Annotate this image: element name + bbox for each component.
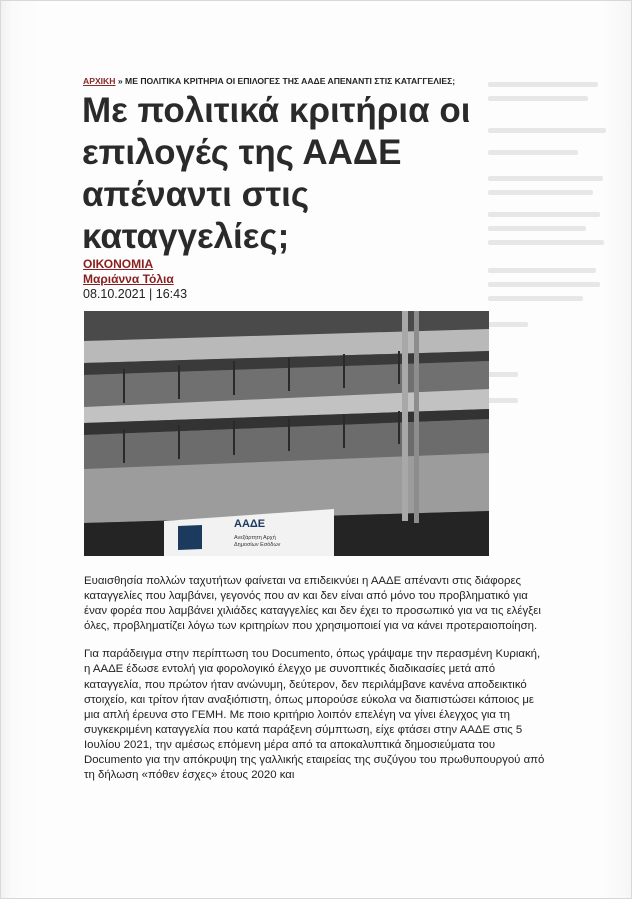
show-through-line [488, 282, 600, 287]
sign-line-1: Ανεξάρτητη Αρχή [234, 535, 276, 541]
author-link[interactable]: Μαριάννα Τόλια [83, 272, 174, 286]
show-through-line [488, 296, 583, 301]
show-through-line [488, 96, 588, 101]
article-title: Με πολιτικά κριτήρια οι επιλογές της ΑΑΔΕ απέναντι στις καταγγελίες; [82, 91, 471, 256]
article-body [84, 574, 546, 796]
sign-title: ΑΑΔΕ [234, 518, 266, 530]
article-paragraph: Ευαισθησία πολλών ταχυτήτων φαίνεται να επιδεικνύει η ΑΑΔΕ απέναντι στις διάφορες καταγγελίες που λαμβάνει, γεγονός που αν και δεν είναι από μόνο του προβληματικό για έναν φορέα που λαμβάνει χιλιάδες καταγγελίες και δεν έχει το προσωπικό για να τις ελέγξει όλες, προβληματίζει λόγω των κριτηρίων που χρησιμοποιεί για να κάνει προτεραιοποίηση. [84, 575, 541, 633]
category-link[interactable]: ΟΙΚΟΝΟΜΙΑ [83, 257, 154, 271]
article-meta [83, 257, 323, 302]
article-paragraph: Για παράδειγμα στην περίπτωση του Documento, όπως γράψαμε την περασμένη Κυριακή, η ΑΑΔΕ έδωσε εντολή για φορολογικό έλεγχο με συνοπτικές διαδικασίες μετά από καταγγελία, που πρώτον ήταν ανώνυμη, δεύτερον, δεν περιλάμβανε κανένα αποδεικτικό στοιχείο, και τρίτον ήταν αναξιόπιστη, όπως μπορούσε εύκολα να διαπιστώσει κάποιος με μια απλή έρευνα στο ΓΕΜΗ. Με ποιο κριτήριο λοιπόν επελέγη να γίνει έλεγχος για τη συγκεκριμένη καταγγελία που κατά παράξενη σύμπτωση, είχε φτάσει στην ΑΑΔΕ στις 5 Ιουλίου 2021, την αμέσως επόμενη μέρα από τα αποκαλυπτικά δημοσιεύματα του Documento για την απόκρυψη της γαλλικής εταιρείας της συζύγου του πρωθυπουργού από τη δήλωση «πόθεν έσχες» έτους 2020 και [84, 648, 545, 782]
show-through-line [488, 190, 593, 195]
article-photo [84, 311, 489, 556]
breadcrumb [83, 76, 533, 86]
sign-line-2: Δημοσίων Εσόδων [234, 542, 281, 548]
breadcrumb-current: ΜΕ ΠΟΛΙΤΙΚΑ ΚΡΙΤΗΡΙΑ ΟΙ ΕΠΙΛΟΓΕΣ ΤΗΣ ΑΑΔΕ ΑΠΕΝΑΝΤΙ ΣΤΙΣ ΚΑΤΑΓΓΕΛΙΕΣ; [125, 76, 456, 86]
show-through-line [488, 128, 606, 133]
show-through-line [488, 372, 518, 377]
show-through-line [488, 240, 604, 245]
show-through-line [488, 322, 528, 327]
breadcrumb-home-link[interactable]: ΑΡΧΙΚΗ [83, 76, 116, 86]
show-through-line [488, 226, 586, 231]
publish-datetime: 08.10.2021 | 16:43 [83, 287, 188, 301]
show-through-line [488, 176, 603, 181]
breadcrumb-separator: » [117, 76, 123, 86]
show-through-line [488, 398, 518, 403]
show-through-line [488, 212, 600, 217]
show-through-line [488, 268, 596, 273]
